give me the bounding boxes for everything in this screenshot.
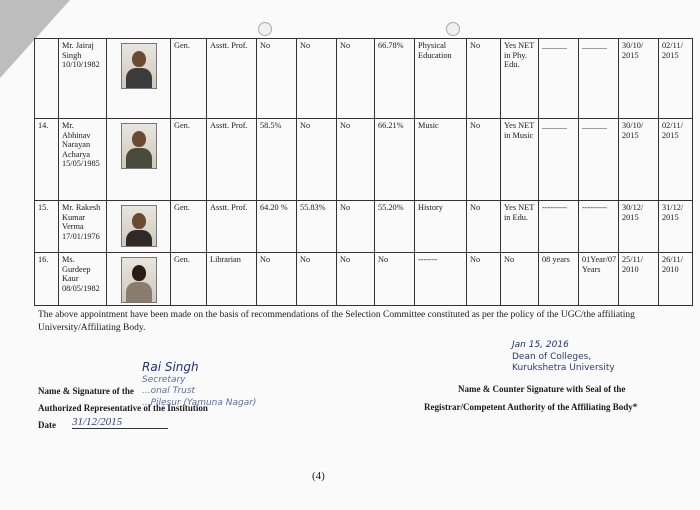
stamp-text: Kurukshetra University (512, 363, 615, 374)
candidate-photo (121, 205, 157, 247)
value-cell: No (337, 201, 375, 253)
joining-cell: 30/10/ 2015 (619, 119, 659, 201)
staff-table (34, 38, 693, 306)
representative-label: Authorized Representative of the Institution (38, 403, 208, 413)
value-cell: No (257, 39, 297, 119)
value-cell: --------- (539, 201, 579, 253)
designation-cell: Asstt. Prof. (207, 39, 257, 119)
candidate-photo (121, 257, 157, 303)
punch-hole (446, 22, 460, 36)
appointment-statement: The above appointment have been made on the basis of recommendations of the Selection Committee constituted as per the policy of the UGC/the affiliating University/Affiliating Body. (38, 310, 635, 333)
value-cell: 66.21% (375, 119, 415, 201)
sno-cell: 15. (35, 201, 59, 253)
photo-cell (107, 119, 171, 201)
value-cell: 08 years (539, 253, 579, 306)
name-cell: Ms. Gurdeep Kaur 08/05/1982 (59, 253, 107, 306)
value-cell: 55.20% (375, 201, 415, 253)
joining-cell: 30/12/ 2015 (619, 201, 659, 253)
subject-cell: Physical Education (415, 39, 467, 119)
handwritten-signature: Rai Singh (142, 360, 199, 374)
subject-cell: ------- (415, 253, 467, 306)
authority-label: Registrar/Competent Authority of the Affiliating Body* (424, 402, 638, 412)
value-cell: --------- (579, 201, 619, 253)
category-cell: Gen. (171, 201, 207, 253)
subject-cell: Music (415, 119, 467, 201)
photo-cell (107, 39, 171, 119)
name-cell: Mr. Jairaj Singh 10/10/1982 (59, 39, 107, 119)
counter-signature-label: Name & Counter Signature with Seal of the (458, 384, 626, 394)
stamp-text: ...Pilesur (Yamuna Nagar) (142, 397, 257, 408)
value-cell: 64.20 % (257, 201, 297, 253)
stamp-text: ...onal Trust (142, 386, 196, 397)
net-cell: Yes NET in Music (501, 119, 539, 201)
value-cell: No (337, 119, 375, 201)
photo-cell (107, 201, 171, 253)
punch-hole (258, 22, 272, 36)
value-cell: ______ (579, 119, 619, 201)
value-cell: No (297, 253, 337, 306)
candidate-photo (121, 43, 157, 89)
net-cell: Yes NET in Edu. (501, 201, 539, 253)
table-row (35, 253, 693, 306)
value-cell: No (467, 253, 501, 306)
category-cell: Gen. (171, 253, 207, 306)
joining-cell: 25/11/ 2010 (619, 253, 659, 306)
joining-cell: 30/10/ 2015 (619, 39, 659, 119)
value-cell: 58.5% (257, 119, 297, 201)
signature-label: Name & Signature of the (38, 386, 134, 396)
value-cell: 66.78% (375, 39, 415, 119)
from-cell: 02/11/ 2015 (659, 119, 693, 201)
page-number: (4) (312, 470, 325, 482)
authority-signature-block (420, 340, 680, 420)
table-row (35, 201, 693, 253)
value-cell: No (467, 39, 501, 119)
value-cell: No (467, 201, 501, 253)
value-cell: ______ (539, 119, 579, 201)
value-cell: 55.83% (297, 201, 337, 253)
from-cell: 02/11/ 2015 (659, 39, 693, 119)
institution-stamp (142, 360, 256, 409)
sno-cell (35, 39, 59, 119)
value-cell: No (375, 253, 415, 306)
date-label: Date (38, 420, 56, 430)
handwritten-date: 31/12/2015 (72, 416, 168, 429)
name-cell: Mr. Abhinav Narayan Acharya 15/05/1985 (59, 119, 107, 201)
institution-signature-block (38, 360, 298, 440)
designation-cell: Librarian (207, 253, 257, 306)
handwritten-signature-date: Jan 15, 2016 (512, 340, 569, 350)
subject-cell: History (415, 201, 467, 253)
candidate-photo (121, 123, 157, 169)
from-cell: 31/12/ 2015 (659, 201, 693, 253)
value-cell: No (297, 119, 337, 201)
stamp-text: Dean of Colleges, (512, 351, 592, 362)
value-cell: No (467, 119, 501, 201)
designation-cell: Asstt. Prof. (207, 201, 257, 253)
value-cell: No (337, 39, 375, 119)
table-row (35, 39, 693, 119)
from-cell: 26/11/ 2010 (659, 253, 693, 306)
net-cell: No (501, 253, 539, 306)
designation-cell: Asstt. Prof. (207, 119, 257, 201)
sno-cell: 16. (35, 253, 59, 306)
category-cell: Gen. (171, 119, 207, 201)
net-cell: Yes NET in Phy. Edu. (501, 39, 539, 119)
stamp-text: Secretary (142, 375, 186, 385)
value-cell: No (257, 253, 297, 306)
value-cell: ______ (579, 39, 619, 119)
value-cell: No (337, 253, 375, 306)
category-cell: Gen. (171, 39, 207, 119)
value-cell: No (297, 39, 337, 119)
photo-cell (107, 253, 171, 306)
sno-cell: 14. (35, 119, 59, 201)
table-row (35, 119, 693, 201)
name-cell: Mr. Rakesh Kumar Verma 17/01/1976 (59, 201, 107, 253)
authority-stamp (512, 340, 615, 375)
value-cell: 01Year/07 Years (579, 253, 619, 306)
value-cell: ______ (539, 39, 579, 119)
